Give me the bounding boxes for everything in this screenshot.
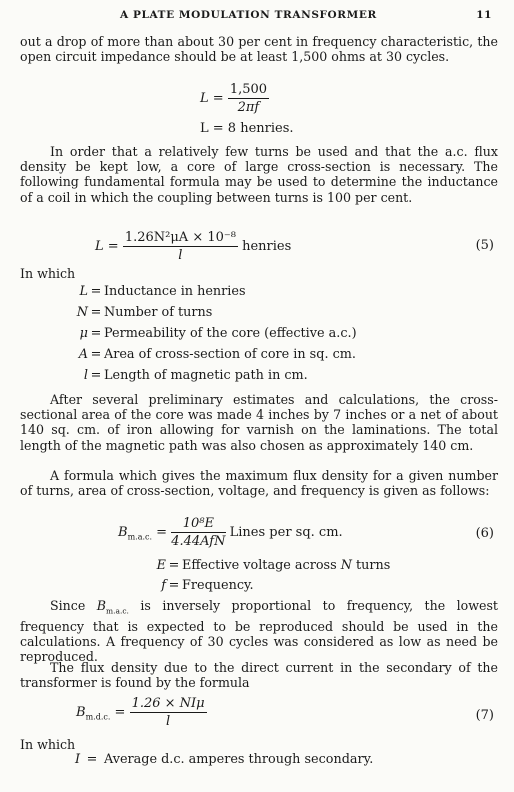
equation-6: $B_{m.a.c.}$ = $\frac{\text{10⁸E}}{\text{4.44AfN}}$ Lines per sq. cm.	[118, 516, 343, 549]
eq7-lhs-subscript: m.d.c.	[85, 712, 111, 722]
equation-5: L = $\frac{\text{1.26N²μA × 10⁻⁸}}{l}$ henries	[95, 230, 292, 263]
eq6-numerator: 10⁸E	[171, 516, 225, 533]
def-symbol: A	[78, 347, 88, 362]
inline-symbol: B	[96, 598, 106, 613]
def-text: Area of cross-section of core in sq. cm.	[104, 347, 356, 362]
eq7-denominator: l	[166, 714, 171, 729]
def-inline-symbol: N	[340, 558, 352, 573]
def-text: Effective voltage across	[182, 558, 337, 573]
eq5-denominator: l	[178, 248, 183, 263]
eq7-numerator: 1.26 × NIμ	[131, 696, 205, 711]
p5-lead: Since	[50, 598, 86, 613]
definition-row: f = Frequency.	[146, 578, 254, 593]
paragraph-3: After several preliminary estimates and calculations, the cross-sectional area of the core was made 4 inches by 7 inches or a net of about 140 sq. cm. of iron allowing for varnish on the laminations. The total length of the magnetic path was also chosen as approximately 140 cm.	[20, 392, 498, 453]
eq5-number: (5)	[475, 238, 494, 253]
def-symbol: f	[161, 578, 166, 593]
def-text: Number of turns	[104, 305, 213, 320]
p5-text: is inversely proportional to frequency, the lowest frequency that is expected to be reproduced should be used in the calculations. A frequency of 30 cycles was considered as low as need be reproduced.	[20, 598, 498, 665]
definition-row: I = Average d.c. amperes through secondary.	[60, 752, 373, 767]
paragraph-1: out a drop of more than about 30 per cent in frequency characteristic, the open circuit impedance should be at least 1,500 ohms at 30 cycles.	[20, 34, 498, 65]
running-title: A PLATE MODULATION TRANSFORMER	[120, 9, 377, 21]
def-symbol: l	[83, 368, 88, 383]
definition-row: A = Area of cross-section of core in sq. cm.	[68, 347, 356, 362]
paragraph-6: The flux density due to the direct current in the secondary of the transformer is found by the formula	[20, 660, 498, 691]
eq7-lhs: B	[76, 705, 86, 720]
def-text: Inductance in henries	[104, 284, 246, 299]
def-symbol: L	[79, 284, 88, 299]
paragraph-4: A formula which gives the maximum flux density for a given number of turns, area of cross-section, voltage, and frequency is given as follows:	[20, 468, 498, 499]
equation-result: L = 8 henries.	[200, 121, 294, 136]
def-symbol: μ	[79, 326, 88, 341]
definition-row: L = Inductance in henries	[68, 284, 246, 299]
eq5-numerator: 1.26N²μA × 10⁻⁸	[124, 230, 236, 245]
def-text: Permeability of the core (effective a.c.)	[104, 326, 357, 341]
def-symbol: I	[74, 752, 80, 767]
def-symbol: N	[76, 305, 88, 320]
definition-row: N = Number of turns	[68, 305, 212, 320]
paragraph-5	[20, 598, 498, 664]
page-number: 11	[476, 9, 492, 21]
eq6-fraction	[171, 516, 225, 549]
def-text: Length of magnetic path in cm.	[104, 368, 308, 383]
eq5-fraction	[123, 230, 238, 263]
definition-row: l = Length of magnetic path in cm.	[68, 368, 308, 383]
eq6-lhs-subscript: m.a.c.	[127, 532, 153, 542]
definition-row: E = Effective voltage across N turns	[146, 558, 390, 573]
def-text-tail: turns	[356, 558, 391, 573]
definition-row: μ = Permeability of the core (effective a.c.)	[68, 326, 357, 341]
eq6-unit: Lines per sq. cm.	[229, 525, 343, 540]
inline-symbol-subscript: m.a.c.	[106, 606, 129, 616]
eq-numerator: 1,500	[229, 82, 268, 97]
equation-7: $B_{m.d.c.}$ = $\frac{\text{1.26 × NIμ}}{l}$	[76, 696, 205, 729]
paragraph-2: In order that a relatively few turns be used and that the a.c. flux density be kept low, a core of large cross-section is necessary. The following fundamental formula may be used to determine the inductance of a coil in which the coupling between turns is 100 per cent.	[20, 144, 498, 205]
equation-impedance: L = $\frac{1,500}{2\pi f}$	[200, 82, 268, 115]
def-text: Frequency.	[182, 578, 254, 593]
eq-lhs: L	[200, 91, 209, 106]
eq5-unit: henries	[242, 239, 292, 254]
eq6-lhs: B	[118, 525, 128, 540]
eq6-denominator: 4.44AfN	[171, 534, 226, 549]
eq6-number: (6)	[475, 526, 494, 541]
eq7-number: (7)	[475, 708, 494, 723]
eq-denominator: 2πf	[237, 100, 260, 115]
eq5-lhs: L	[95, 239, 104, 254]
eq7-fraction	[130, 696, 207, 729]
def-text: Average d.c. amperes through secondary.	[104, 752, 374, 767]
eq-fraction	[228, 82, 269, 115]
in-which-1: In which	[20, 266, 76, 281]
in-which-2: In which	[20, 737, 76, 752]
def-symbol: E	[156, 558, 166, 573]
